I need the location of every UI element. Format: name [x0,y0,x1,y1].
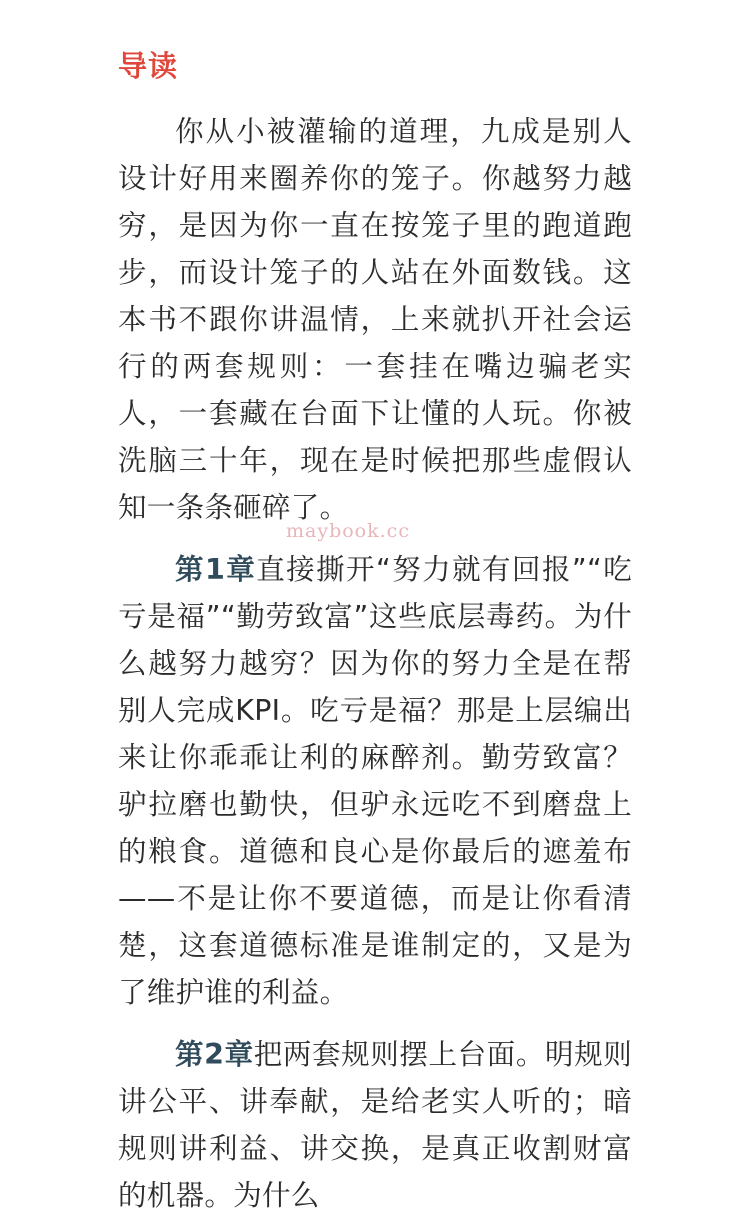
paragraph-text: 你从小被灌输的道理，九成是别人设计好用来圈养你的笼子。你越努力越穷，是因为你一直在按笼子里的跑道跑步，而设计笼子的人站在外面数钱。这本书不跟你讲温情，上来就扒开社会运行的两套规则：一套挂在嘴边骗老实人，一套藏在台面下让懂的人玩。你被洗脑三十年，现在是时候把那些虚假认知一条条砸碎了。 [118,115,632,524]
chapter-1-paragraph [118,546,632,1016]
paragraph-text: 把两套规则摆上台面。明规则讲公平、讲奉献，是给老实人听的；暗规则讲利益、讲交换，是真正收割财富的机器。为什么 [118,1038,632,1212]
chapter-label: 第1章 [175,553,257,586]
chapter-2-paragraph [118,1031,632,1219]
chapter-label: 第2章 [175,1038,254,1071]
section-heading: 导读 [118,49,179,83]
paragraph-text: 直接撕开“努力就有回报”“吃亏是福”“勤劳致富”这些底层毒药。为什么越努力越穷？因为你的努力全是在帮别人完成KPI。吃亏是福？那是上层编出来让你乖乖让利的麻醉剂。勤劳致富？驴拉磨也勤快，但驴永远吃不到磨盘上的粮食。道德和良心是你最后的遮羞布——不是让你不要道德，而是让你看清楚，这套道德标准是谁制定的，又是为了维护谁的利益。 [118,553,632,1009]
intro-paragraph [118,108,632,531]
watermark: maybook.cc [286,520,410,542]
